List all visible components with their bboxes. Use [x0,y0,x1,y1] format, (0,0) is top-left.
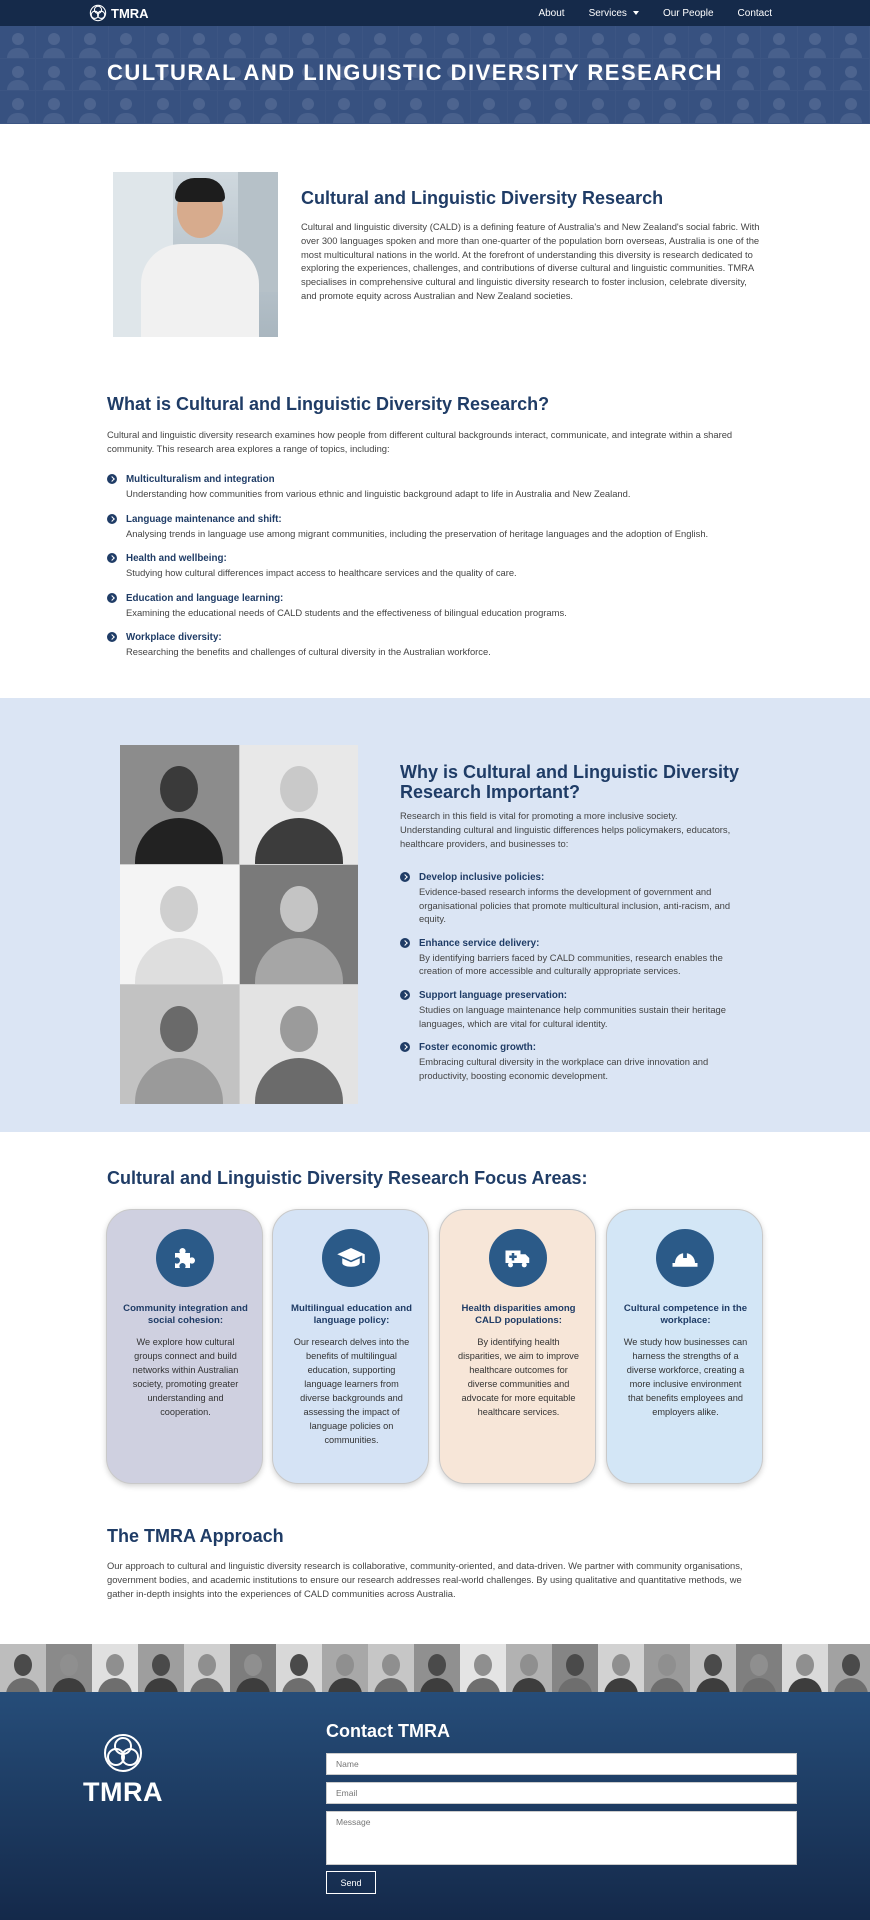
nav-about[interactable]: About [538,7,565,19]
why-important-intro: Research in this field is vital for promoting a more inclusive society. Understanding cultural and linguistic differences helps policymakers, educators, healthcare providers, and businesses to: [400,810,731,849]
focus-card-desc: By identifying health disparities, we aim to improve healthcare outcomes for diverse communities and advocate for more equitable healthcare services. [457,1337,579,1417]
chevron-circle-right-icon [107,632,117,642]
strip-portrait [828,1644,870,1692]
list-item [107,552,767,580]
list-item-title: Multiculturalism and integration [126,474,275,485]
what-is-heading: What is Cultural and Linguistic Diversity Research? [107,394,550,414]
list-item-desc: Examining the educational needs of CALD students and the effectiveness of bilingual education programs. [126,606,567,618]
chevron-circle-right-icon [107,514,117,524]
strip-portrait [782,1644,828,1692]
strip-portrait [736,1644,782,1692]
list-item-desc: Embracing cultural diversity in the workplace can drive innovation and productivity, boosting economic development. [419,1056,709,1081]
focus-card-title: Cultural competence in the workplace: [623,1303,748,1326]
list-item-title: Support language preservation: [419,989,568,1001]
faces-strip-image [0,1644,870,1692]
message-textarea[interactable] [326,1811,797,1865]
nav-contact[interactable]: Contact [737,7,772,19]
footer-logo [83,1733,163,1808]
intro-paragraph: Cultural and linguistic diversity (CALD) is a defining feature of Australia's and New Zealand's social fabric. With over 300 languages spoken and more than one-quarter of the population born overseas, Australia is one of the most multicultural nations in the world. At the forefront of understanding this diversity is research dedicated to exploring the experiences, challenges, and contributions of diverse cultural and linguistic communities. TMRA specialises in comprehensive cultural and linguistic diversity research to foster inclusion, celebrate diversity, and promote equity across Australian and New Zealand societies. [301,221,760,301]
focus-areas-heading: Cultural and Linguistic Diversity Research Focus Areas: [107,1168,588,1188]
header-logo-text: TMRA [111,5,149,21]
nav-our-people[interactable]: Our People [662,7,714,19]
strip-portrait [0,1644,46,1692]
top-navbar [0,0,870,26]
portrait-photo [120,745,239,864]
list-item [400,871,745,926]
approach-heading: The TMRA Approach [107,1526,284,1546]
focus-card-health [439,1209,596,1484]
strip-portrait [184,1644,230,1692]
focus-card-education [272,1209,429,1484]
strip-portrait [368,1644,414,1692]
chevron-down-icon [633,11,639,15]
list-item-title: Develop inclusive policies: [419,872,545,883]
chevron-circle-right-icon [107,593,117,603]
portrait-grid-image [120,745,358,1104]
why-important-heading: Why is Cultural and Linguistic Diversity Research Important? [400,762,740,802]
strip-portrait [322,1644,368,1692]
strip-portrait [276,1644,322,1692]
strip-portrait [552,1644,598,1692]
strip-portrait [92,1644,138,1692]
list-item-title: Health and wellbeing: [126,553,227,565]
portrait-photo [120,985,239,1104]
focus-card-desc: Our research delves into the benefits of multilingual education, supporting language learners from diverse backgrounds and assessing the impact of language policies on communities. [293,1337,410,1445]
list-item-title: Workplace diversity: [126,632,222,644]
hero-title: CULTURAL AND LINGUISTIC DIVERSITY RESEARCH [107,60,723,85]
hero-banner [0,26,870,124]
strip-portrait [414,1644,460,1692]
list-item-desc: Evidence-based research informs the development of government and organisational policies that promote multicultural inclusion, anti-racism, and equity. [419,886,731,925]
list-item [107,592,767,620]
strip-portrait [46,1644,92,1692]
chevron-circle-right-icon [400,938,410,948]
what-is-intro: Cultural and linguistic diversity research examines how people from different cultural backgrounds interact, communicate, and integrate within a shared community. This research area explores a range of topics, including: [107,429,733,454]
tmra-logo-icon [103,1733,143,1773]
list-item [107,631,767,659]
focus-card-title: Multilingual education and language policy: [291,1303,412,1326]
puzzle-icon [170,1243,200,1273]
header-logo[interactable] [89,4,149,22]
chevron-circle-right-icon [107,474,117,484]
focus-card-workplace [606,1209,763,1484]
footer-logo-text: TMRA [83,1777,163,1807]
tmra-logo-icon [89,4,107,22]
strip-portrait [138,1644,184,1692]
list-item-desc: Analysing trends in language use among migrant communities, including the preservation of heritage languages and the adoption of English. [126,527,709,539]
benefits-list [400,871,745,1093]
list-item-title: Language maintenance and shift: [126,513,282,525]
focus-card-title: Health disparities among CALD populations: [461,1303,576,1326]
list-item [400,937,745,978]
focus-card-desc: We study how businesses can harness the strengths of a diverse workforce, creating a more inclusive environment that benefits employees and employers alike. [623,1337,748,1417]
strip-portrait [460,1644,506,1692]
portrait-photo [240,745,359,864]
strip-portrait [598,1644,644,1692]
portrait-photo [240,985,359,1104]
list-item-desc: Studying how cultural differences impact access to healthcare services and the quality of care. [126,567,517,579]
chevron-circle-right-icon [107,553,117,563]
strip-portrait [644,1644,690,1692]
strip-portrait [230,1644,276,1692]
list-item-desc: Studies on language maintenance help communities sustain their heritage languages, which are vital for cultural identity. [419,1003,726,1029]
topics-list [107,473,767,671]
list-item-title: Foster economic growth: [419,1042,537,1054]
nav-services[interactable] [589,8,639,19]
focus-card-community [106,1209,263,1484]
strip-portrait [690,1644,736,1692]
list-item-title: Enhance service delivery: [419,937,540,949]
hard-hat-icon [670,1243,700,1273]
list-item [400,989,745,1030]
chevron-circle-right-icon [400,990,410,1000]
focus-card-title: Community integration and social cohesion: [123,1303,248,1326]
list-item [400,1041,745,1082]
chevron-circle-right-icon [400,872,410,882]
intro-portrait-image [113,172,278,337]
list-item [107,473,767,501]
strip-portrait [506,1644,552,1692]
main-menu [538,0,772,26]
focus-card-desc: We explore how cultural groups connect and build networks within Australian society, promoting greater understanding and cooperation. [132,1337,239,1417]
portrait-photo [120,865,239,984]
approach-paragraph: Our approach to cultural and linguistic diversity research is collaborative, community-oriented, and data-driven. We partner with community organisations, government bodies, and academic institutions to ensure our research addresses real-world challenges. By using qualitative and quantitative methods, we gather in-depth insights into the experiences of CALD communities across Australia. [107,1560,743,1599]
email-input[interactable] [326,1782,797,1804]
chevron-circle-right-icon [400,1042,410,1052]
nav-services-label: Services [588,7,627,19]
send-button[interactable]: Send [326,1871,376,1894]
name-input[interactable] [326,1753,797,1775]
ambulance-icon [503,1243,533,1273]
graduation-cap-icon [336,1243,366,1273]
list-item [107,513,767,541]
list-item-desc: Understanding how communities from various ethnic and linguistic background adapt to life in Australia and New Zealand. [126,488,631,499]
intro-heading: Cultural and Linguistic Diversity Research [301,188,664,208]
list-item-desc: By identifying barriers faced by CALD communities, research enables the creation of more accessible and culturally appropriate services. [419,951,723,977]
portrait-photo [240,865,359,984]
list-item-title: Education and language learning: [126,592,284,604]
list-item-desc: Researching the benefits and challenges of cultural diversity in the Australian workforce. [126,646,491,658]
contact-heading: Contact TMRA [326,1721,450,1741]
